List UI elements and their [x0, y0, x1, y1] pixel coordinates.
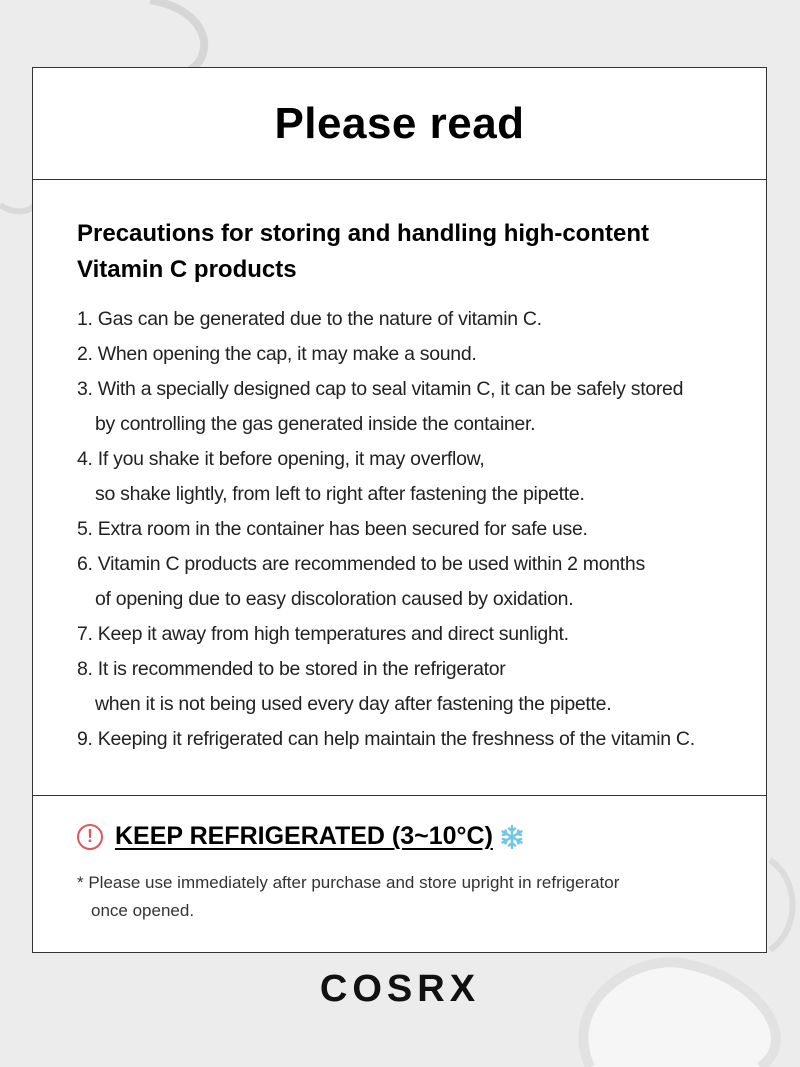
list-item-line1: 5. Extra room in the container has been secured for safe use. [77, 518, 588, 540]
list-item-line1: 8. It is recommended to be stored in the refrigerator [77, 658, 506, 680]
list-item-line1: 1. Gas can be generated due to the nature of vitamin C. [77, 308, 542, 330]
list-item-line2: of opening due to easy discoloration caused by oxidation. [95, 588, 574, 610]
list-item [77, 337, 746, 372]
list-item-line1: 3. With a specially designed cap to seal vitamin C, it can be safely stored [77, 378, 684, 400]
keep-refrigerated-label: KEEP REFRIGERATED (3~10°C) [115, 822, 493, 850]
section-heading-line2: Vitamin C products [77, 256, 297, 283]
list-item-line1: 9. Keeping it refrigerated can help maintain the freshness of the vitamin C. [77, 728, 695, 750]
list-item-line1: 6. Vitamin C products are recommended to be used within 2 months [77, 553, 645, 575]
list-item [77, 372, 746, 442]
warning-row [77, 822, 746, 851]
list-item-line1: 4. If you shake it before opening, it may overflow, [77, 448, 485, 470]
exclamation-circle-icon: ! [77, 824, 103, 850]
storage-note-line1: * Please use immediately after purchase and store upright in refrigerator [77, 873, 620, 892]
list-item [77, 722, 746, 757]
precautions-list [77, 302, 746, 757]
list-item-line1: 2. When opening the cap, it may make a sound. [77, 343, 477, 365]
snowflake-icon [499, 824, 525, 850]
brand-logo: COSRX [319, 968, 481, 1010]
list-item-line1: 7. Keep it away from high temperatures and direct sunlight. [77, 623, 569, 645]
title-band [33, 68, 766, 180]
notice-card [32, 67, 767, 953]
list-item [77, 512, 746, 547]
section-heading-line1: Precautions for storing and handling high-content [77, 220, 649, 247]
section-heading [77, 216, 746, 288]
storage-note-line2: once opened. [91, 901, 195, 920]
refrigeration-warning-section [33, 796, 766, 925]
list-item [77, 442, 746, 512]
list-item [77, 652, 746, 722]
storage-note [77, 869, 746, 925]
list-item [77, 547, 746, 617]
precautions-section [33, 180, 766, 796]
list-item-line2: when it is not being used every day after fastening the pipette. [95, 693, 612, 715]
list-item [77, 302, 746, 337]
list-item-line2: so shake lightly, from left to right after fastening the pipette. [95, 483, 585, 505]
page-title: Please read [274, 98, 525, 148]
list-item [77, 617, 746, 652]
list-item-line2: by controlling the gas generated inside the container. [95, 413, 536, 435]
